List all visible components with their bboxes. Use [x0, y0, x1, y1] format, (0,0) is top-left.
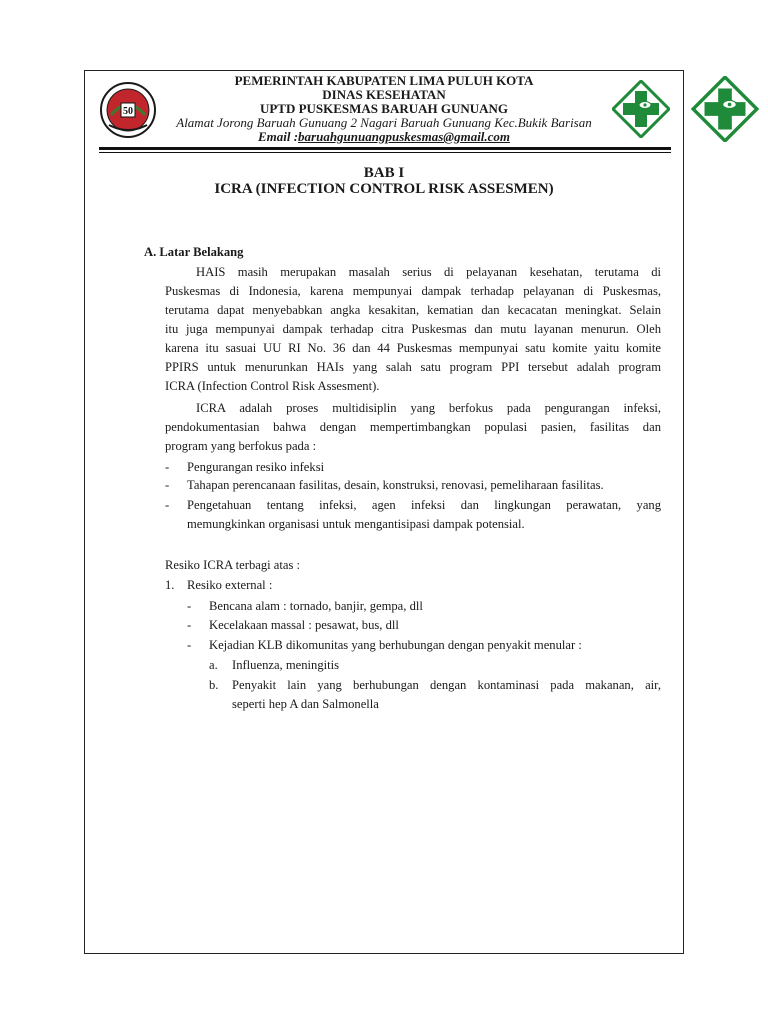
- letter-item-a: Influenza, meningitis: [232, 658, 340, 672]
- document-page: [84, 70, 684, 954]
- paragraph-2-line-3: program yang berfokus pada :: [165, 439, 317, 453]
- sub-dash: -: [187, 638, 192, 652]
- bullet-dash: -: [165, 498, 170, 512]
- sub-dash: -: [187, 599, 192, 613]
- sub-item-1: Bencana alam : tornado, banjir, gempa, dll: [209, 599, 423, 613]
- paragraph-1-line-1: HAIS masih merupakan masalah serius di pelayanan kesehatan, terutama di: [196, 265, 661, 279]
- header-address: Alamat Jorong Baruah Gunuang 2 Nagari Baruah Gunuang Kec.Bukik Barisan: [176, 116, 592, 130]
- header-divider: [99, 147, 671, 150]
- paragraph-1-line-3: terutama dapat menyebabkan angka kesakitan, kematian dan kecacatan meningkat. Selain: [165, 303, 661, 317]
- risk-item-number: 1.: [165, 578, 175, 592]
- header-puskesmas: UPTD PUSKESMAS BARUAH GUNUANG: [259, 101, 509, 116]
- risk-item-label: Resiko external :: [187, 578, 273, 592]
- header-divider-thin: [99, 152, 671, 153]
- header-email: [85, 130, 683, 144]
- paragraph-1-line-7: ICRA (Infection Control Risk Assesment).: [165, 379, 380, 393]
- section-heading: A. Latar Belakang: [144, 245, 244, 259]
- bullet-3-line-1: Pengetahuan tentang infeksi, agen infeksi dan lingkungan perawatan, yang: [187, 498, 661, 512]
- sub-dash: -: [187, 618, 192, 632]
- header-government: PEMERINTAH KABUPATEN LIMA PULUH KOTA: [234, 73, 534, 88]
- letter-marker-b: b.: [209, 678, 219, 692]
- puskesmas-logo-icon: [690, 76, 760, 142]
- bullet-dash: -: [165, 460, 170, 474]
- paragraph-2-line-2: pendokumentasian bahwa dengan mempertimbangkan populasi pasien, fasilitas dan: [165, 420, 661, 434]
- sub-item-2: Kecelakaan massal : pesawat, bus, dll: [209, 618, 399, 632]
- bullet-1: Pengurangan resiko infeksi: [187, 460, 325, 474]
- bullet-3-line-2: memungkinkan organisasi untuk mengantisipasi dampak potensial.: [187, 517, 525, 531]
- puskesmas-logo-icon: [612, 80, 670, 138]
- letter-marker-a: a.: [209, 658, 218, 672]
- header-department: DINAS KESEHATAN: [322, 87, 446, 102]
- sub-item-3: Kejadian KLB dikomunitas yang berhubungan dengan penyakit menular :: [209, 638, 582, 652]
- bullet-2: Tahapan perencanaan fasilitas, desain, konstruksi, renovasi, pemeliharaan fasilitas.: [187, 478, 604, 492]
- letter-item-b-line-2: seperti hep A dan Salmonella: [232, 697, 379, 711]
- document-heading: ICRA (INFECTION CONTROL RISK ASSESMEN): [214, 181, 554, 197]
- paragraph-1-line-2: Puskesmas di Indonesia, karena mempunyai dampak terhadap pelayanan di Puskesmas,: [165, 284, 661, 298]
- paragraph-1-line-4: itu juga mempunyai dampak terhadap citra Puskesmas dan mutu layanan menurun. Oleh: [165, 322, 661, 336]
- chapter-title: BAB I: [363, 165, 405, 181]
- paragraph-1-line-6: PPIRS untuk menurunkan HAIs yang salah satu program PPI tersebut adalah program: [165, 360, 661, 374]
- seal-number: 50: [123, 106, 133, 117]
- email-label: Email :: [257, 129, 299, 144]
- paragraph-2-line-1: ICRA adalah proses multidisiplin yang berfokus pada pengurangan infeksi,: [196, 401, 661, 415]
- paragraph-1-line-5: karena itu sasuai UU RI No. 36 dan 44 Puskesmas mempunyai satu komite yaitu komite: [165, 341, 661, 355]
- bullet-dash: -: [165, 478, 170, 492]
- email-link[interactable]: baruahgunuangpuskesmas@gmail.com: [298, 129, 511, 144]
- letter-item-b-line-1: Penyakit lain yang berhubungan dengan kontaminasi pada makanan, air,: [232, 678, 661, 692]
- risk-intro: Resiko ICRA terbagi atas :: [165, 558, 301, 572]
